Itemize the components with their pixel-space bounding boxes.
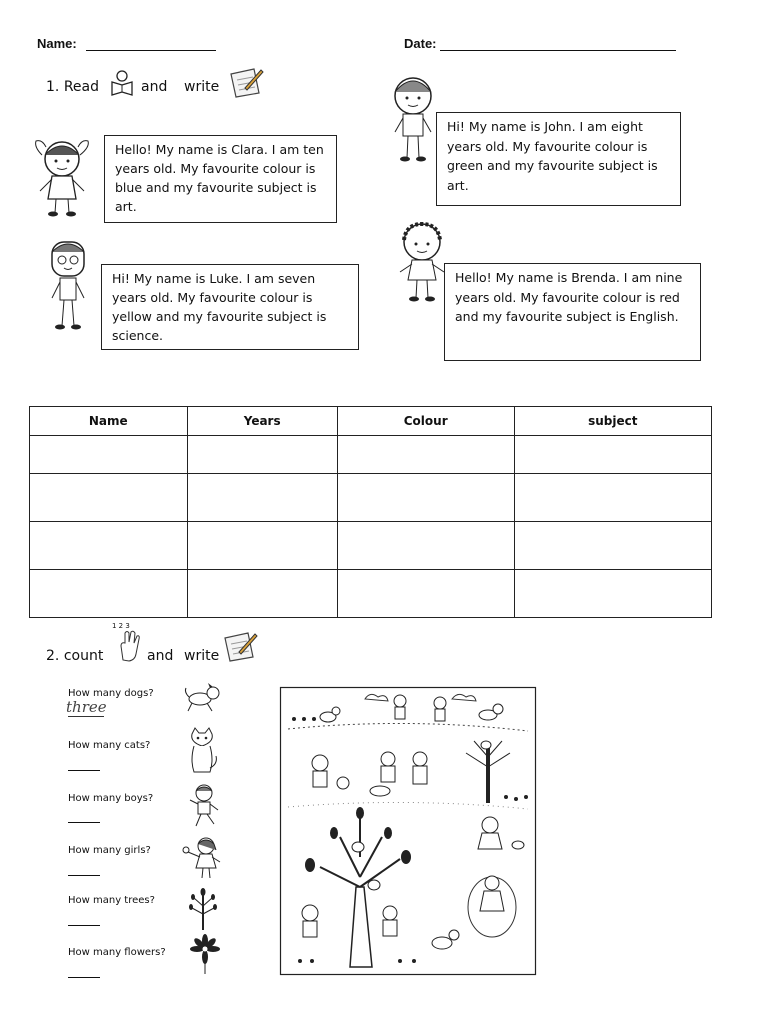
cat-icon — [186, 728, 218, 774]
question-dogs: How many dogs? — [68, 688, 154, 699]
table-cell[interactable] — [514, 436, 711, 474]
answer-line-flowers[interactable] — [68, 977, 100, 978]
date-line[interactable] — [440, 38, 676, 51]
name-line[interactable] — [86, 38, 216, 51]
girl-icon — [180, 836, 224, 880]
section2-count: count — [63, 648, 104, 664]
question-trees: How many trees? — [68, 895, 155, 906]
park-scene-picture — [280, 687, 536, 975]
section1-number: 1. — [46, 79, 60, 95]
text-box-brenda: Hello! My name is Brenda. I am nine years old. My favourite colour is red and my favourite subject is English. — [444, 263, 701, 361]
table-cell[interactable] — [30, 522, 188, 570]
table-cell[interactable] — [514, 570, 711, 618]
name-label: Name: — [37, 36, 77, 51]
section2-write: write — [184, 648, 220, 664]
reading-book-icon — [110, 70, 134, 96]
text-box-john: Hi! My name is John. I am eight years old. My favourite colour is green and my favourite subject is art. — [436, 112, 681, 206]
text-box-luke: Hi! My name is Luke. I am seven years old. My favourite colour is yellow and my favourite subject is science. — [101, 264, 359, 350]
table-row — [30, 522, 712, 570]
table-cell[interactable] — [187, 474, 337, 522]
flower-icon — [188, 935, 222, 975]
table-cell[interactable] — [187, 522, 337, 570]
tree-icon — [188, 888, 218, 932]
answer-line-boys[interactable] — [68, 822, 100, 823]
table-cell[interactable] — [30, 570, 188, 618]
table-cell[interactable] — [337, 474, 514, 522]
section2-and: and — [147, 648, 174, 664]
question-cats: How many cats? — [68, 740, 151, 751]
answer-line-dogs[interactable] — [68, 716, 104, 717]
date-field[interactable] — [404, 36, 676, 51]
table-cell[interactable] — [514, 522, 711, 570]
table-cell[interactable] — [187, 436, 337, 474]
table-cell[interactable] — [337, 436, 514, 474]
answer-line-trees[interactable] — [68, 925, 100, 926]
question-girls: How many girls? — [68, 845, 151, 856]
dog-icon — [182, 684, 222, 714]
girl-clara-illustration — [28, 133, 98, 218]
section1-and: and — [141, 79, 168, 95]
answer-line-girls[interactable] — [68, 875, 100, 876]
example-answer: three — [66, 698, 107, 716]
table-cell[interactable] — [337, 522, 514, 570]
finger-numbers: 1 2 3 — [112, 622, 130, 630]
table-row — [30, 570, 712, 618]
table-cell[interactable] — [337, 570, 514, 618]
section2-number: 2. — [46, 648, 60, 664]
section2-heading — [46, 648, 103, 664]
table-row — [30, 436, 712, 474]
boy-luke-illustration — [40, 238, 100, 333]
girl-brenda-illustration — [392, 222, 452, 304]
text-box-clara: Hello! My name is Clara. I am ten years old. My favourite colour is blue and my favourite subject is art. — [104, 135, 337, 223]
info-table — [29, 406, 712, 618]
table-cell[interactable] — [30, 474, 188, 522]
counting-hand-icon — [117, 630, 141, 662]
section1-read: Read — [63, 79, 99, 95]
header-subject: subject — [514, 407, 711, 436]
table-cell[interactable] — [30, 436, 188, 474]
writing-paper-icon — [228, 66, 264, 98]
header-name: Name — [30, 407, 188, 436]
question-boys: How many boys? — [68, 793, 154, 804]
date-label: Date: — [404, 36, 437, 51]
answer-line-cats[interactable] — [68, 770, 100, 771]
table-row — [30, 474, 712, 522]
writing-paper-icon — [222, 630, 258, 662]
name-field[interactable] — [37, 36, 216, 51]
boy-icon — [188, 784, 224, 828]
section1-write: write — [184, 79, 220, 95]
table-cell[interactable] — [187, 570, 337, 618]
section1-heading — [46, 79, 99, 95]
table-cell[interactable] — [514, 474, 711, 522]
table-header-row — [30, 407, 712, 436]
question-flowers: How many flowers? — [68, 947, 166, 958]
header-years: Years — [187, 407, 337, 436]
header-colour: Colour — [337, 407, 514, 436]
